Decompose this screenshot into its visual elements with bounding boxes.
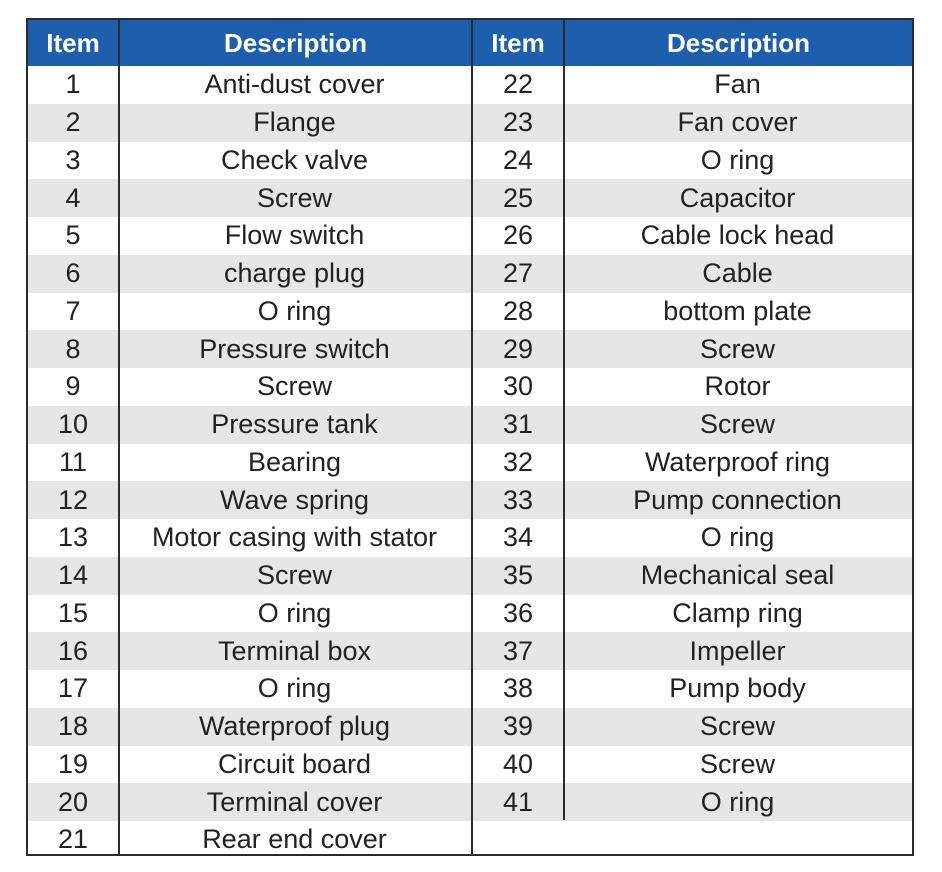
table-row — [473, 104, 912, 142]
item-number: 34 — [502, 522, 534, 553]
item-description: Waterproof plug — [198, 711, 391, 742]
table-row — [28, 708, 471, 746]
item-number: 17 — [57, 673, 89, 704]
item-description: Cable — [702, 258, 773, 289]
table-row — [28, 481, 471, 519]
header-item-left: Item — [28, 20, 118, 66]
parts-table — [26, 18, 914, 856]
divider-right-item — [563, 20, 565, 820]
table-row — [28, 632, 471, 670]
item-description: Rotor — [704, 371, 771, 402]
item-description: Pressure tank — [211, 409, 378, 440]
item-number: 22 — [502, 69, 534, 100]
item-number: 4 — [65, 182, 81, 213]
item-number: 9 — [65, 371, 81, 402]
item-number: 32 — [502, 446, 534, 477]
table-row — [28, 104, 471, 142]
item-number: 14 — [57, 560, 89, 591]
item-description: Terminal box — [217, 635, 372, 666]
table-row — [28, 406, 471, 444]
item-number: 25 — [502, 182, 534, 213]
item-number: 35 — [502, 560, 534, 591]
item-number: 7 — [65, 295, 81, 326]
item-description: O ring — [700, 522, 775, 553]
table-row — [473, 368, 912, 406]
table-row — [28, 179, 471, 217]
item-description: Fan cover — [677, 107, 798, 138]
item-number: 37 — [502, 635, 534, 666]
table-row — [28, 595, 471, 633]
item-description: Screw — [256, 182, 332, 213]
table-row — [28, 66, 471, 104]
item-number: 10 — [57, 409, 89, 440]
item-description: Anti-dust cover — [204, 69, 385, 100]
table-row — [28, 142, 471, 180]
divider-left-item — [118, 20, 120, 854]
item-description: Terminal cover — [206, 786, 383, 817]
item-number: 12 — [57, 484, 89, 515]
item-description: Waterproof ring — [644, 446, 831, 477]
header-description-left: Description — [120, 20, 471, 66]
item-description: Fan — [714, 69, 761, 100]
item-description: Screw — [699, 333, 775, 364]
table-row — [473, 481, 912, 519]
table-row — [28, 255, 471, 293]
table-row — [28, 293, 471, 331]
item-number: 30 — [502, 371, 534, 402]
table-row — [28, 557, 471, 595]
item-description: Screw — [256, 371, 332, 402]
table-row — [473, 708, 912, 746]
item-number: 36 — [502, 597, 534, 628]
item-number: 18 — [57, 711, 89, 742]
item-number: 11 — [58, 446, 88, 477]
header-item-right: Item — [473, 20, 563, 66]
item-description: Screw — [699, 409, 775, 440]
item-description: O ring — [257, 673, 332, 704]
item-description: Flow switch — [224, 220, 365, 251]
table-row — [473, 217, 912, 255]
item-description: Rear end cover — [202, 824, 387, 855]
item-number: 33 — [502, 484, 534, 515]
table-row — [473, 66, 912, 104]
table-row — [28, 519, 471, 557]
item-description: O ring — [700, 144, 775, 175]
table-row — [28, 444, 471, 482]
item-description: O ring — [257, 295, 332, 326]
item-description: Bearing — [247, 446, 342, 477]
table-row — [28, 330, 471, 368]
table-row — [473, 632, 912, 670]
item-number: 15 — [57, 597, 89, 628]
table-row — [473, 330, 912, 368]
item-number: 29 — [502, 333, 534, 364]
item-number: 8 — [65, 333, 81, 364]
item-description: bottom plate — [663, 295, 812, 326]
table-row — [473, 783, 912, 821]
item-description: Screw — [699, 711, 775, 742]
table-row — [473, 255, 912, 293]
table-row — [473, 746, 912, 784]
divider-middle — [471, 20, 473, 854]
item-number: 1 — [65, 69, 81, 100]
item-number: 27 — [502, 258, 534, 289]
table-row — [473, 142, 912, 180]
item-number: 41 — [502, 786, 534, 817]
item-number: 24 — [502, 144, 534, 175]
item-description: Pump body — [669, 673, 806, 704]
item-number: 28 — [502, 295, 534, 326]
item-description: O ring — [257, 597, 332, 628]
item-description: Mechanical seal — [640, 560, 835, 591]
header-description-right: Description — [565, 20, 912, 66]
item-number: 21 — [57, 824, 89, 855]
item-description: Capacitor — [679, 182, 796, 213]
table-row — [28, 746, 471, 784]
table-row — [473, 293, 912, 331]
item-number: 3 — [65, 144, 81, 175]
item-description: Screw — [256, 560, 332, 591]
item-description: Check valve — [220, 144, 369, 175]
item-number: 23 — [502, 107, 534, 138]
table-row — [28, 368, 471, 406]
item-description: O ring — [700, 786, 775, 817]
item-description: Motor casing with stator — [151, 522, 438, 553]
table-row — [28, 821, 471, 859]
item-description: Flange — [253, 107, 336, 138]
item-number: 31 — [502, 409, 534, 440]
item-number: 39 — [502, 711, 534, 742]
table-row — [28, 670, 471, 708]
item-description: Pressure switch — [199, 333, 390, 364]
table-row — [473, 444, 912, 482]
table-row — [473, 179, 912, 217]
item-number: 40 — [502, 748, 534, 779]
table-row — [473, 557, 912, 595]
item-number: 5 — [65, 220, 81, 251]
item-description: Screw — [699, 748, 775, 779]
table-row — [473, 670, 912, 708]
item-number: 19 — [57, 748, 89, 779]
item-number: 20 — [57, 786, 89, 817]
item-description: Wave spring — [219, 484, 370, 515]
table-row — [473, 595, 912, 633]
table-row — [28, 783, 471, 821]
item-number: 16 — [57, 635, 89, 666]
table-row — [473, 519, 912, 557]
item-number: 38 — [502, 673, 534, 704]
item-number: 2 — [65, 107, 81, 138]
item-description: Clamp ring — [672, 597, 803, 628]
item-description: Cable lock head — [640, 220, 835, 251]
item-description: Circuit board — [217, 748, 372, 779]
table-row — [28, 217, 471, 255]
item-description: Impeller — [689, 635, 786, 666]
item-number: 26 — [502, 220, 534, 251]
item-description: Pump connection — [633, 484, 842, 515]
item-number: 6 — [65, 258, 81, 289]
item-description: charge plug — [223, 258, 366, 289]
item-number: 13 — [57, 522, 89, 553]
table-row — [473, 406, 912, 444]
